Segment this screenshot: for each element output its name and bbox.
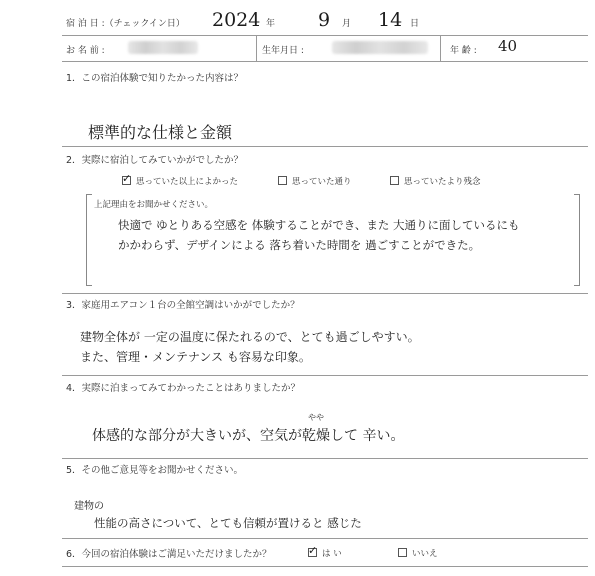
- year-value: 2024: [212, 9, 261, 31]
- option-better-than-expected[interactable]: [122, 172, 239, 187]
- question-6: 6．今回の宿泊体験はご満足いただけましたか？: [66, 549, 272, 560]
- dob-redacted: [332, 41, 428, 54]
- section-divider: [62, 566, 588, 567]
- section-divider: [62, 538, 588, 539]
- option-yes[interactable]: [308, 544, 342, 559]
- month-unit: 月: [342, 19, 352, 29]
- reason-line-2: かかわらず、デザインによる 落ち着いた時間を 過ごすことができた。: [118, 238, 481, 252]
- name-label: お 名 前 :: [66, 46, 105, 56]
- reason-label: 上記理由をお聞かせください。: [94, 200, 214, 210]
- checkbox[interactable]: [308, 544, 318, 557]
- answer-4: 体感的な部分が大きいが、空気が乾燥して 辛い。: [92, 428, 405, 444]
- checkbox[interactable]: [390, 176, 399, 185]
- check-icon: ✓: [122, 172, 132, 185]
- age-value: 40: [498, 37, 518, 55]
- option-as-expected[interactable]: [278, 175, 352, 187]
- option-label: いいえ: [412, 549, 438, 559]
- checkbox[interactable]: [278, 176, 287, 185]
- answer-3-line-1: 建物全体が 一定の温度に保たれるので、とても過ごしやすい。: [80, 330, 420, 344]
- month-value: 9: [318, 9, 331, 31]
- option-label: 思っていたより残念: [404, 177, 481, 187]
- answer-1: 標準的な仕様と金額: [88, 123, 233, 142]
- section-divider: [62, 375, 588, 376]
- question-4: 4．実際に泊まってみてわかったことはありましたか？: [66, 383, 301, 394]
- divider: [440, 36, 441, 61]
- option-no[interactable]: [398, 547, 438, 559]
- section-divider: [62, 293, 588, 294]
- dob-label: 生年月日 :: [262, 46, 304, 56]
- divider: [256, 36, 257, 61]
- age-label: 年 齢 :: [450, 46, 477, 56]
- name-redacted: [128, 41, 198, 54]
- option-disappointing[interactable]: [390, 175, 481, 187]
- option-label: は い: [322, 549, 342, 559]
- answer-3-line-2: また、管理・メンテナンス も容易な印象。: [80, 350, 311, 364]
- day-unit: 日: [410, 19, 420, 29]
- question-5: 5．その他ご意見等をお聞かせください。: [66, 465, 244, 476]
- day-value: 14: [378, 9, 403, 31]
- year-unit: 年: [266, 19, 276, 29]
- answer-5: 性能の高さについて、とても信頼が置けると 感じた: [94, 516, 362, 530]
- option-label: 思っていた以上によかった: [136, 177, 239, 187]
- question-1: 1．この宿泊体験で知りたかった内容は？: [66, 73, 244, 84]
- reason-line-1: 快適で ゆとりある空感を 体験することができ、また 大通りに面しているにも: [118, 218, 520, 232]
- section-divider: [62, 146, 588, 147]
- check-icon: ✓: [308, 544, 318, 557]
- section-divider: [62, 458, 588, 459]
- checkbox[interactable]: [398, 548, 407, 557]
- answer-5-note: 建物の: [74, 501, 104, 512]
- question-3: 3．家庭用エアコン１台の全館空調はいかがでしたか？: [66, 300, 300, 311]
- option-label: 思っていた通り: [292, 177, 352, 187]
- stay-date-label: 宿 泊 日 :（チェックイン日）: [66, 19, 185, 29]
- question-2: 2．実際に宿泊してみていかがでしたか？: [66, 155, 244, 166]
- checkbox[interactable]: [122, 172, 132, 185]
- insert-note: やや: [308, 413, 324, 422]
